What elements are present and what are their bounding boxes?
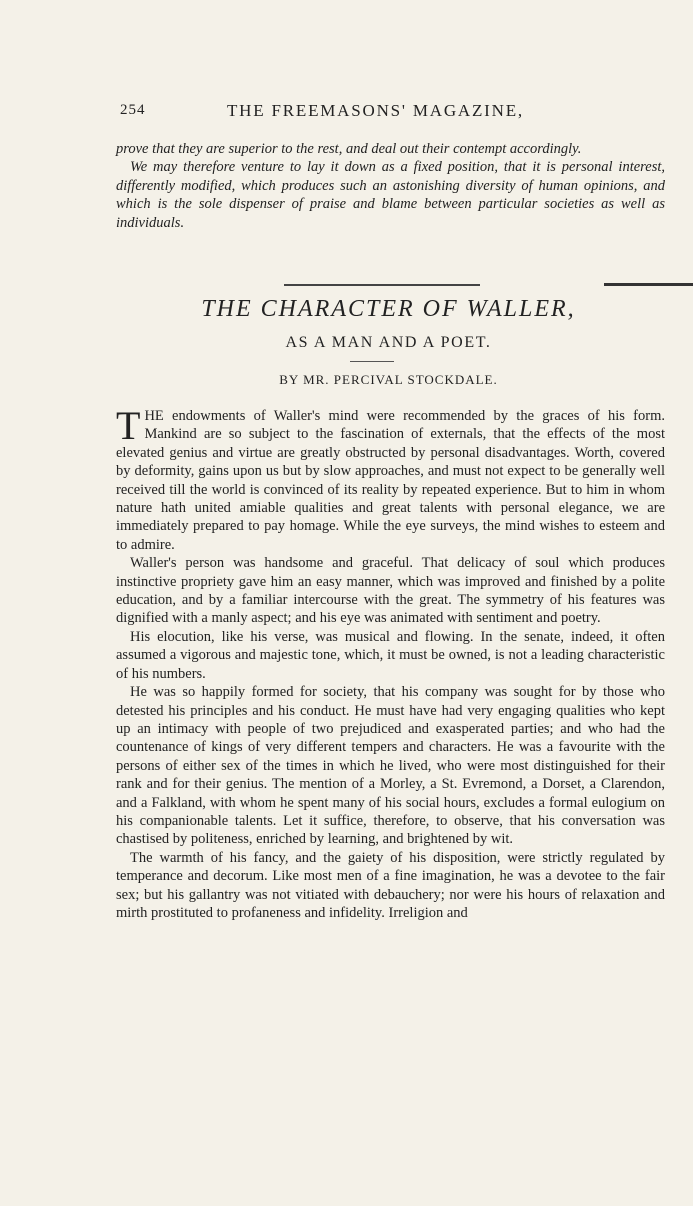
article-paragraph-3: His elocution, like his verse, was musical and flowing. In the senate, indeed, it often assumed a vigorous and majestic tone, which, it must be owned, is not a leading characteristic of his numbers. [116, 628, 665, 682]
article-paragraph-1 [116, 403, 665, 554]
intro-paragraph-1: prove that they are superior to the rest, and deal out their contempt accordingly. [116, 141, 582, 157]
article-paragraph-4: He was so happily formed for society, that his company was sought for by those who detested his principles and his conduct. He must have had very engaging qualities who kept up an intimacy with people of two prejudiced and exasperated parties; and who had the countenance of kings of very different tempers and characters. He was a favourite with the persons of either sex of the times in which he lived, who were most distinguished for their rank and for their genius. The mention of a Morley, a St. Evremond, a Dorset, a Clarendon, and a Falkland, with whom he spent many of his social hours, excludes a formal eulogium on his companionable talents. Let it suffice, therefore, to observe, that his conversation was chastised by politeness, enriched by learning, and brightened by wit. [116, 684, 665, 848]
page-number: 254 [120, 102, 146, 118]
intro-paragraph-2: We may therefore venture to lay it down as a fixed position, that it is personal interest, differently modified, which produces such an astonishing diversity of human opinions, and which is the sole dispenser of praise and blame between particular societies as well as individuals. [116, 159, 665, 231]
running-head [112, 102, 661, 124]
intro-text [116, 140, 665, 232]
section-divider [284, 284, 480, 286]
article-body [116, 403, 665, 922]
article-paragraph-2: Waller's person was handsome and graceful. That delicacy of soul which produces instinctive propriety gave him an easy manner, which was improved and finished by a polite education, and by a familiar intercourse with the great. The symmetry of his features was dignified with a manly aspect; and his eye was animated with sentiment and poetry. [116, 555, 665, 627]
article-byline: BY MR. PERCIVAL STOCKDALE. [279, 372, 498, 387]
article-title: THE CHARACTER OF WALLER, [201, 296, 576, 322]
article-subtitle: AS A MAN AND A POET. [285, 334, 492, 351]
drop-cap: T [116, 403, 141, 448]
subtitle-rule [350, 361, 394, 362]
article-paragraph-1-text: HE endowments of Waller's mind were recommended by the graces of his form. Mankind are so subject to the fascination of externals, that the effects of the most elevated genius and virtue are greatly obstructed by personal disadvantages. Worth, covered by deformity, gains upon us but by slow approaches, and must not expect to be generally well received till the world is convinced of its reality by repeated experience. But to him in whom nature hath united amiable qualities and great talents with personal elegance, we are immediately prepared to pay homage. While the eye surveys, the mind wishes to esteem and to admire. [116, 408, 665, 553]
running-title: THE FREEMASONS' MAGAZINE, [227, 101, 524, 120]
section-divider-ornament [604, 283, 693, 286]
article-paragraph-5: The warmth of his fancy, and the gaiety of his disposition, were strictly regulated by temperance and decorum. Like most men of a fine imagination, he was a devotee to the fair sex; but his gallantry was not vitiated with debauchery; nor were his hours of relaxation and mirth prostituted to profaneness and infidelity. Irreligion and [116, 849, 665, 921]
